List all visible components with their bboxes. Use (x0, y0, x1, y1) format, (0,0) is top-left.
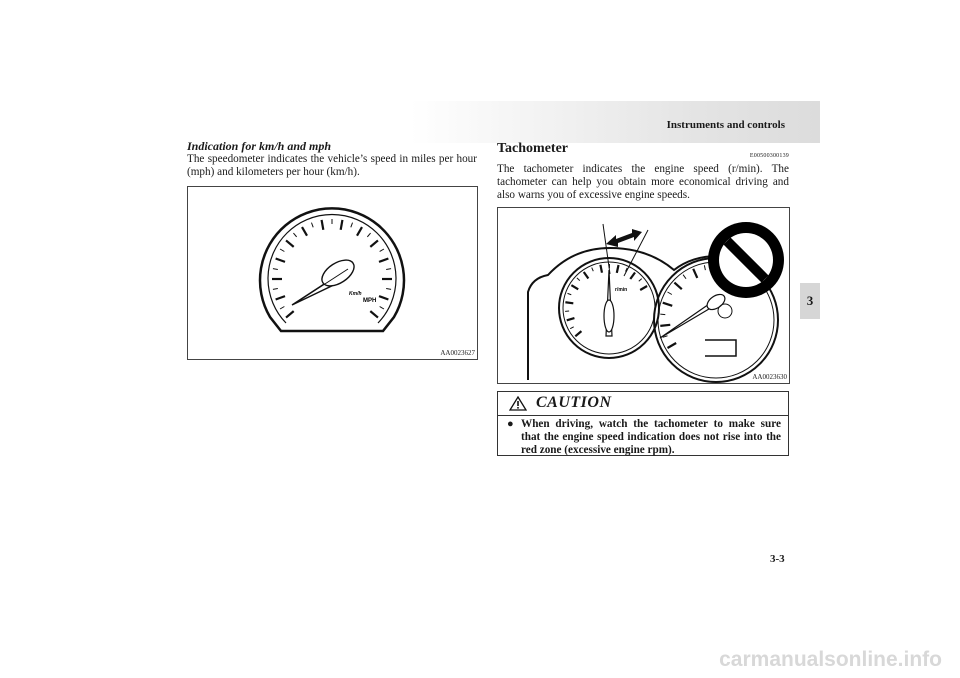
gauge-tick (592, 268, 594, 272)
tachometer-figure (497, 207, 790, 384)
gauge-tick (379, 296, 388, 299)
tachometer-illustration (498, 208, 789, 383)
page-number: 3-3 (770, 553, 785, 565)
speedometer-needle (292, 255, 359, 305)
gauge-tick (577, 278, 580, 281)
gauge-tick (668, 292, 672, 295)
subheading-kmh-mph: Indication for km/h and mph (187, 139, 332, 153)
gauge-tick (286, 240, 294, 246)
gauge-tick (322, 220, 324, 230)
gauge-tick (273, 289, 278, 290)
speedometer-figure (187, 186, 478, 360)
right-column (497, 139, 789, 203)
gauge-tick (302, 227, 307, 236)
gauge-tick (704, 265, 705, 270)
gauge-tick (380, 249, 384, 252)
speedometer-needle-right (660, 291, 728, 338)
gauge-tick (280, 307, 284, 310)
tachometer-paragraph: The tachometer indicates the engine speed (r/min). The tachometer can help you obtain more economical driving and also warns you of excessive engine speeds. (497, 163, 789, 202)
gauge-tick (386, 289, 391, 290)
gauge-tick (341, 220, 343, 230)
gauge-tick (357, 227, 362, 236)
gauge-tick (668, 343, 677, 348)
warning-triangle-icon (509, 396, 527, 411)
gauge-tick (567, 318, 575, 320)
left-column (187, 139, 477, 179)
prohibition-icon (708, 222, 784, 298)
gauge-tick (276, 258, 285, 261)
gauge-tick (293, 233, 296, 237)
gauge-tick (570, 327, 574, 329)
gauge-tick (370, 240, 378, 246)
tachometer-title: Tachometer (497, 141, 569, 156)
gauge-tick (370, 311, 378, 317)
gauge-tick (639, 279, 642, 282)
gauge-tick (351, 223, 353, 228)
caution-text: When driving, watch the tachometer to make sure that the engine speed indication does not rise into the red zone (excessive engine rpm). (521, 418, 781, 457)
speedometer-figure-code: AA0023627 (440, 349, 475, 357)
tachometer-figure-code: AA0023630 (752, 373, 787, 381)
gauge-tick (567, 293, 571, 294)
gauge-tick (600, 265, 602, 273)
gauge-tick (571, 285, 578, 289)
caution-title: CAUTION (536, 394, 612, 411)
gauge-tick (379, 258, 388, 261)
tachometer-needle (604, 270, 614, 336)
gauge-tick (575, 331, 581, 336)
tachometer-unit-label: r/min (615, 287, 628, 293)
gauge-tick (565, 302, 573, 303)
speedometer-kmh-label: Km/h (349, 291, 362, 297)
gauge-tick (280, 249, 284, 252)
gauge-tick (693, 269, 697, 278)
gauge-tick (640, 286, 647, 290)
gauge-tick (660, 325, 670, 326)
watermark: carmanualsonline.info (719, 648, 942, 671)
gauge-tick (311, 223, 313, 228)
gauge-tick (367, 233, 370, 237)
gauge-tick (386, 269, 391, 270)
gauge-tick (276, 296, 285, 299)
gauge-tick (660, 314, 665, 315)
caution-header (498, 392, 788, 416)
gauge-tick (380, 307, 384, 310)
gauge-tick (630, 273, 635, 279)
tachometer-section-code: E00500300139 (749, 153, 789, 159)
gauge-tick (584, 272, 589, 279)
gauge-tick (674, 283, 681, 290)
running-header: Instruments and controls (666, 119, 785, 131)
range-arrow-icon (606, 229, 642, 247)
gauge-tick (286, 311, 294, 317)
chapter-tab: 3 (800, 283, 820, 319)
speedometer-illustration (188, 187, 477, 359)
caution-box (497, 391, 789, 456)
gauge-tick (683, 275, 686, 279)
gauge-tick (617, 265, 619, 273)
gauge-tick (273, 269, 278, 270)
speedometer-paragraph: The speedometer indicates the vehicle’s speed in miles per hour (mph) and kilometers per hour (km/h). (187, 153, 477, 179)
gauge-tick (663, 303, 673, 306)
caution-bullet-icon: ● (507, 418, 514, 430)
speedometer-mph-label: MPH (363, 298, 377, 304)
